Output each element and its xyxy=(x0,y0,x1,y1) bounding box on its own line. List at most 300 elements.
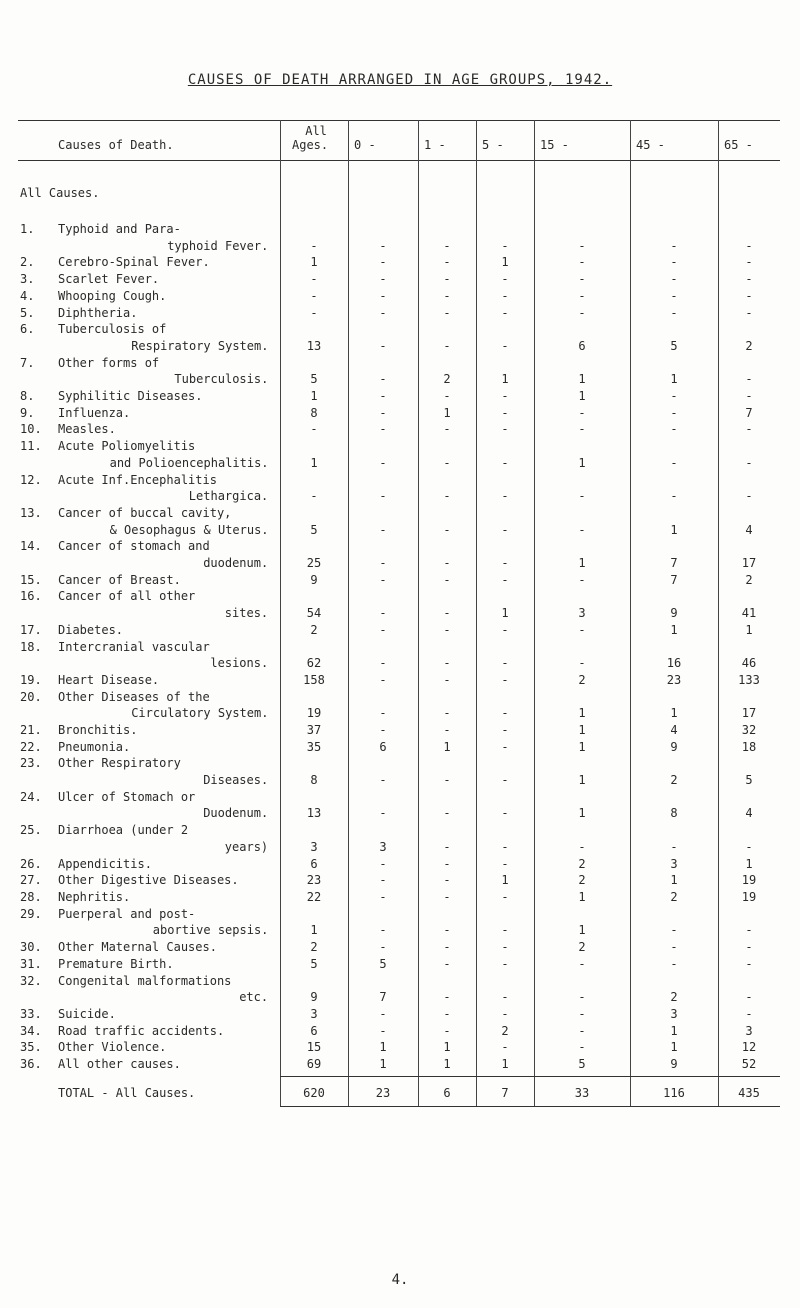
cause-label: typhoid Fever. xyxy=(167,238,269,253)
total-top-border xyxy=(280,1076,780,1077)
cell-value: 3 xyxy=(745,1023,753,1038)
cell-value: 1 xyxy=(578,923,586,938)
cell-value: 1 xyxy=(578,739,586,754)
header-bottom-border xyxy=(18,160,780,161)
cell-value: - xyxy=(379,806,387,821)
cell-value: - xyxy=(443,272,451,287)
cell-value: 1 xyxy=(578,389,586,403)
cause-label: Syphilitic Diseases. xyxy=(58,389,203,403)
cell-value: 1 xyxy=(578,372,586,387)
cell-value: - xyxy=(310,272,318,287)
total-value: 6 xyxy=(443,1085,451,1100)
cell-value: - xyxy=(578,1040,586,1055)
cell-value: - xyxy=(379,622,387,637)
table-row xyxy=(18,255,780,271)
row-number: 30. xyxy=(20,940,42,955)
table-row xyxy=(18,322,780,353)
cell-value: 52 xyxy=(741,1057,757,1071)
cell-value: 2 xyxy=(501,1023,509,1038)
cell-value: 1 xyxy=(379,1057,387,1071)
cell-value: 6 xyxy=(578,338,586,353)
cell-value: 16 xyxy=(666,656,682,671)
cell-value: - xyxy=(443,990,451,1005)
cause-label: Ulcer of Stomach or xyxy=(58,789,196,804)
cell-value: 2 xyxy=(310,940,318,955)
header-age-group: 65 - xyxy=(724,138,753,152)
row-number: 28. xyxy=(20,890,42,904)
cell-value: - xyxy=(443,489,451,504)
cell-value: - xyxy=(379,338,387,353)
cell-value: 3 xyxy=(310,1006,318,1021)
cell-value: 17 xyxy=(741,555,757,570)
table-row xyxy=(18,1040,780,1056)
cell-value: 1 xyxy=(501,873,509,888)
cell-value: - xyxy=(501,706,509,721)
cell-value: - xyxy=(670,272,678,287)
cell-value: - xyxy=(501,656,509,671)
cell-value: - xyxy=(501,522,509,537)
cell-value: 9 xyxy=(310,572,318,587)
cell-value: - xyxy=(443,555,451,570)
cause-label: Nephritis. xyxy=(58,890,131,904)
table-row xyxy=(18,439,780,470)
row-number: 33. xyxy=(20,1006,42,1021)
row-number: 25. xyxy=(20,823,42,838)
row-number: 14. xyxy=(20,539,42,554)
cell-value: - xyxy=(745,238,753,253)
row-number: 19. xyxy=(20,672,42,687)
cell-value: 5 xyxy=(670,338,678,353)
row-number: 27. xyxy=(20,873,42,888)
cell-value: - xyxy=(379,856,387,871)
cell-value: - xyxy=(501,405,509,420)
table-row xyxy=(18,422,780,438)
cell-value: 1 xyxy=(670,522,678,537)
cell-value: - xyxy=(443,806,451,821)
causes-of-death-table xyxy=(18,120,780,1175)
cell-value: - xyxy=(501,1006,509,1021)
table-bottom-border xyxy=(280,1106,780,1107)
cell-value: - xyxy=(670,956,678,971)
table-row xyxy=(18,1024,780,1040)
cell-value: 8 xyxy=(310,405,318,420)
cell-value: - xyxy=(443,656,451,671)
table-row xyxy=(18,756,780,788)
cell-value: - xyxy=(379,272,387,287)
cell-value: 158 xyxy=(303,672,325,687)
cell-value: 1 xyxy=(501,255,509,270)
table-row xyxy=(18,639,780,671)
cause-label: Tuberculosis. xyxy=(174,372,269,387)
cell-value: 1 xyxy=(670,1023,678,1038)
cell-value: - xyxy=(379,923,387,938)
total-value: 7 xyxy=(501,1085,509,1100)
table-row xyxy=(18,1057,780,1073)
cell-value: - xyxy=(443,288,451,303)
cell-value: - xyxy=(578,238,586,253)
table-row xyxy=(18,505,780,537)
cell-value: - xyxy=(670,940,678,955)
header-all-ages xyxy=(292,124,328,152)
row-number: 8. xyxy=(20,389,35,403)
cell-value: 8 xyxy=(670,806,678,821)
cell-value: 1 xyxy=(443,1057,451,1071)
cell-value: 133 xyxy=(738,672,760,687)
cell-value: 1 xyxy=(670,1040,678,1055)
cell-value: 41 xyxy=(741,606,757,621)
cell-value: - xyxy=(501,455,509,470)
cell-value: - xyxy=(310,238,318,253)
cause-label: Heart Disease. xyxy=(58,672,160,687)
cell-value: - xyxy=(501,272,509,287)
cell-value: 1 xyxy=(443,1040,451,1055)
cell-value: - xyxy=(379,656,387,671)
cell-value: - xyxy=(745,956,753,971)
row-number: 21. xyxy=(20,723,42,737)
cause-label: Scarlet Fever. xyxy=(58,272,160,287)
cell-value: - xyxy=(501,305,509,320)
cell-value: 3 xyxy=(670,856,678,871)
cause-label: Diarrhoea (under 2 xyxy=(58,823,189,838)
cell-value: - xyxy=(379,672,387,687)
table-top-border xyxy=(18,120,780,121)
cell-value: - xyxy=(379,940,387,955)
table-row xyxy=(18,873,780,889)
cell-value: 4 xyxy=(670,723,678,737)
cause-label: Acute Poliomyelitis xyxy=(58,439,196,454)
cell-value: 4 xyxy=(745,806,753,821)
cell-value: 1 xyxy=(443,739,451,754)
cell-value: - xyxy=(578,305,586,320)
cause-label: Cerebro-Spinal Fever. xyxy=(58,255,210,270)
cell-value: 1 xyxy=(310,455,318,470)
cause-label: Congenital malformations xyxy=(58,973,232,988)
table-row xyxy=(18,1007,780,1023)
cell-value: - xyxy=(501,940,509,955)
table-row xyxy=(18,890,780,906)
cell-value: 1 xyxy=(578,890,586,904)
cell-value: - xyxy=(670,288,678,303)
cause-label: Tuberculosis of xyxy=(58,322,167,337)
row-number: 29. xyxy=(20,906,42,921)
cause-label: lesions. xyxy=(210,656,269,671)
cell-value: 1 xyxy=(745,856,753,871)
cell-value: 9 xyxy=(670,606,678,621)
cell-value: - xyxy=(745,990,753,1005)
cause-label: Road traffic accidents. xyxy=(58,1023,225,1038)
cell-value: - xyxy=(578,255,586,270)
cell-value: - xyxy=(443,923,451,938)
cell-value: 17 xyxy=(741,706,757,721)
cell-value: - xyxy=(745,455,753,470)
cause-label: duodenum. xyxy=(203,555,269,570)
cell-value: - xyxy=(745,255,753,270)
table-row xyxy=(18,857,780,873)
cell-value: - xyxy=(745,489,753,504)
cell-value: - xyxy=(443,1023,451,1038)
table-row xyxy=(18,406,780,422)
cell-value: - xyxy=(443,255,451,270)
cell-value: 5 xyxy=(578,1057,586,1071)
cause-label: Other Maternal Causes. xyxy=(58,940,217,955)
cell-value: 46 xyxy=(741,656,757,671)
cell-value: - xyxy=(745,305,753,320)
cell-value: 69 xyxy=(306,1057,322,1071)
all-causes-label: All Causes. xyxy=(20,186,100,200)
cause-label: sites. xyxy=(224,606,269,621)
cell-value: 32 xyxy=(741,723,757,737)
cell-value: 12 xyxy=(741,1040,757,1055)
table-row xyxy=(18,723,780,739)
header-all-ages-line1: All xyxy=(305,124,327,138)
row-number: 1. xyxy=(20,222,35,236)
cell-value: - xyxy=(379,288,387,303)
cell-value: - xyxy=(670,923,678,938)
cell-value: - xyxy=(578,839,586,854)
cell-value: - xyxy=(379,572,387,587)
row-number: 22. xyxy=(20,739,42,754)
cell-value: - xyxy=(670,238,678,253)
cell-value: - xyxy=(745,372,753,387)
cause-label: Puerperal and post- xyxy=(58,906,196,921)
cell-value: 1 xyxy=(578,555,586,570)
cause-label: abortive sepsis. xyxy=(152,923,269,938)
cell-value: - xyxy=(670,422,678,437)
table-row xyxy=(18,689,780,721)
table-row xyxy=(18,539,780,570)
table-row xyxy=(18,272,780,288)
cell-value: 1 xyxy=(670,622,678,637)
cell-value: - xyxy=(379,773,387,788)
row-number: 18. xyxy=(20,639,42,654)
cell-value: - xyxy=(443,622,451,637)
cell-value: - xyxy=(578,656,586,671)
total-value: 435 xyxy=(738,1085,760,1100)
cell-value: 9 xyxy=(670,739,678,754)
cell-value: - xyxy=(578,956,586,971)
cell-value: - xyxy=(379,606,387,621)
cell-value: - xyxy=(379,706,387,721)
table-row xyxy=(18,957,780,973)
cell-value: 37 xyxy=(306,723,322,737)
cause-label: Intercranial vascular xyxy=(58,639,210,654)
cell-value: - xyxy=(745,1006,753,1021)
table-row xyxy=(18,355,780,387)
cell-value: 2 xyxy=(578,856,586,871)
row-number: 17. xyxy=(20,622,42,637)
cell-value: 2 xyxy=(670,990,678,1005)
cell-value: - xyxy=(443,672,451,687)
header-age-group: 45 - xyxy=(636,138,665,152)
cell-value: - xyxy=(443,238,451,253)
row-number: 35. xyxy=(20,1040,42,1055)
cell-value: - xyxy=(578,1006,586,1021)
cell-value: - xyxy=(443,873,451,888)
cell-value: - xyxy=(745,288,753,303)
cell-value: 1 xyxy=(745,622,753,637)
cell-value: 18 xyxy=(741,739,757,754)
header-age-group: 5 - xyxy=(482,138,504,152)
cell-value: 6 xyxy=(310,1023,318,1038)
cell-value: 1 xyxy=(578,706,586,721)
cell-value: - xyxy=(501,489,509,504)
cell-value: 5 xyxy=(379,956,387,971)
row-number: 4. xyxy=(20,288,35,303)
row-number: 26. xyxy=(20,856,42,871)
cause-label: Other forms of xyxy=(58,355,160,370)
cell-value: 3 xyxy=(578,606,586,621)
cell-value: - xyxy=(379,305,387,320)
cell-value: - xyxy=(745,422,753,437)
row-number: 5. xyxy=(20,305,35,320)
cell-value: - xyxy=(443,338,451,353)
cell-value: - xyxy=(745,839,753,854)
cause-label: Lethargica. xyxy=(188,489,269,504)
cell-value: - xyxy=(443,572,451,587)
cell-value: - xyxy=(443,956,451,971)
cause-label: Appendicitis. xyxy=(58,856,152,871)
cell-value: 2 xyxy=(310,622,318,637)
cell-value: 5 xyxy=(310,372,318,387)
table-row xyxy=(18,623,780,639)
cell-value: - xyxy=(501,839,509,854)
cell-value: - xyxy=(578,405,586,420)
row-number: 9. xyxy=(20,405,35,420)
cell-value: - xyxy=(578,489,586,504)
cause-label: All other causes. xyxy=(58,1057,181,1071)
cell-value: - xyxy=(443,389,451,403)
cell-value: - xyxy=(501,856,509,871)
cell-value: - xyxy=(443,723,451,737)
cell-value: - xyxy=(501,773,509,788)
cell-value: 1 xyxy=(310,389,318,403)
table-row xyxy=(18,823,780,854)
cell-value: - xyxy=(379,238,387,253)
cell-value: - xyxy=(501,238,509,253)
cell-value: - xyxy=(379,405,387,420)
header-all-ages-line2: Ages. xyxy=(292,138,329,152)
cell-value: 1 xyxy=(310,255,318,270)
cause-label: Influenza. xyxy=(58,405,131,420)
table-row xyxy=(18,940,780,956)
cell-value: 23 xyxy=(666,672,682,687)
cell-value: 1 xyxy=(670,706,678,721)
row-number: 6. xyxy=(20,322,35,337)
cell-value: 35 xyxy=(306,739,322,754)
cell-value: 13 xyxy=(306,338,322,353)
cell-value: - xyxy=(670,305,678,320)
table-row xyxy=(18,789,780,821)
cell-value: - xyxy=(578,288,586,303)
cause-label: Suicide. xyxy=(58,1006,116,1021)
page-title: CAUSES OF DEATH ARRANGED IN AGE GROUPS, 1942. xyxy=(187,72,613,88)
cell-value: 19 xyxy=(741,873,757,888)
cause-label: and Polioencephalitis. xyxy=(109,455,269,470)
table-row xyxy=(18,389,780,405)
cell-value: 4 xyxy=(745,522,753,537)
cell-value: - xyxy=(310,489,318,504)
cause-label: Measles. xyxy=(58,422,116,437)
cell-value: 2 xyxy=(443,372,451,387)
cell-value: - xyxy=(443,606,451,621)
cell-value: - xyxy=(670,389,678,403)
cell-value: 2 xyxy=(745,338,753,353)
cell-value: - xyxy=(501,890,509,904)
cell-value: 7 xyxy=(379,990,387,1005)
cell-value: - xyxy=(670,839,678,854)
cell-value: - xyxy=(379,555,387,570)
cause-label: & Oesophagus & Uterus. xyxy=(109,522,269,537)
cell-value: - xyxy=(310,288,318,303)
cell-value: - xyxy=(578,522,586,537)
cell-value: 8 xyxy=(310,773,318,788)
page-number: 4. xyxy=(391,1272,409,1288)
row-number: 34. xyxy=(20,1023,42,1038)
cause-label: Cancer of Breast. xyxy=(58,572,181,587)
cause-label: Other Violence. xyxy=(58,1040,167,1055)
cell-value: - xyxy=(501,1040,509,1055)
row-number: 2. xyxy=(20,255,35,270)
cell-value: - xyxy=(443,856,451,871)
cell-value: - xyxy=(501,672,509,687)
table-row xyxy=(18,673,780,689)
cause-label: Whooping Cough. xyxy=(58,288,167,303)
table-row xyxy=(18,573,780,589)
cell-value: 19 xyxy=(306,706,322,721)
cell-value: - xyxy=(670,489,678,504)
cell-value: - xyxy=(501,723,509,737)
cause-label: Premature Birth. xyxy=(58,956,174,971)
cell-value: - xyxy=(501,389,509,403)
cell-value: - xyxy=(379,422,387,437)
cell-value: 1 xyxy=(670,873,678,888)
header-age-group: 1 - xyxy=(424,138,446,152)
table-row xyxy=(18,906,780,938)
cell-value: - xyxy=(578,572,586,587)
cell-value: - xyxy=(443,522,451,537)
cell-value: 3 xyxy=(310,839,318,854)
row-number: 12. xyxy=(20,472,42,487)
cell-value: 1 xyxy=(379,1040,387,1055)
cell-value: - xyxy=(501,422,509,437)
cell-value: 1 xyxy=(578,723,586,737)
cell-value: - xyxy=(379,1006,387,1021)
cause-label: years) xyxy=(224,839,269,854)
row-number: 3. xyxy=(20,272,35,287)
cell-value: 6 xyxy=(310,856,318,871)
row-number: 36. xyxy=(20,1057,42,1071)
cell-value: - xyxy=(745,940,753,955)
cell-value: - xyxy=(501,555,509,570)
cause-label: Pneumonia. xyxy=(58,739,131,754)
row-number: 24. xyxy=(20,789,42,804)
cause-label: Typhoid and Para- xyxy=(58,222,181,236)
cell-value: - xyxy=(578,422,586,437)
row-number: 16. xyxy=(20,589,42,604)
cell-value: 1 xyxy=(310,923,318,938)
cell-value: 15 xyxy=(306,1040,322,1055)
cell-value: - xyxy=(379,255,387,270)
cell-value: 2 xyxy=(578,873,586,888)
cell-value: 3 xyxy=(670,1006,678,1021)
cell-value: 22 xyxy=(306,890,322,904)
cell-value: - xyxy=(379,890,387,904)
cell-value: - xyxy=(379,522,387,537)
cell-value: 1 xyxy=(501,372,509,387)
cell-value: 5 xyxy=(745,773,753,788)
cell-value: - xyxy=(379,455,387,470)
cell-value: - xyxy=(501,923,509,938)
